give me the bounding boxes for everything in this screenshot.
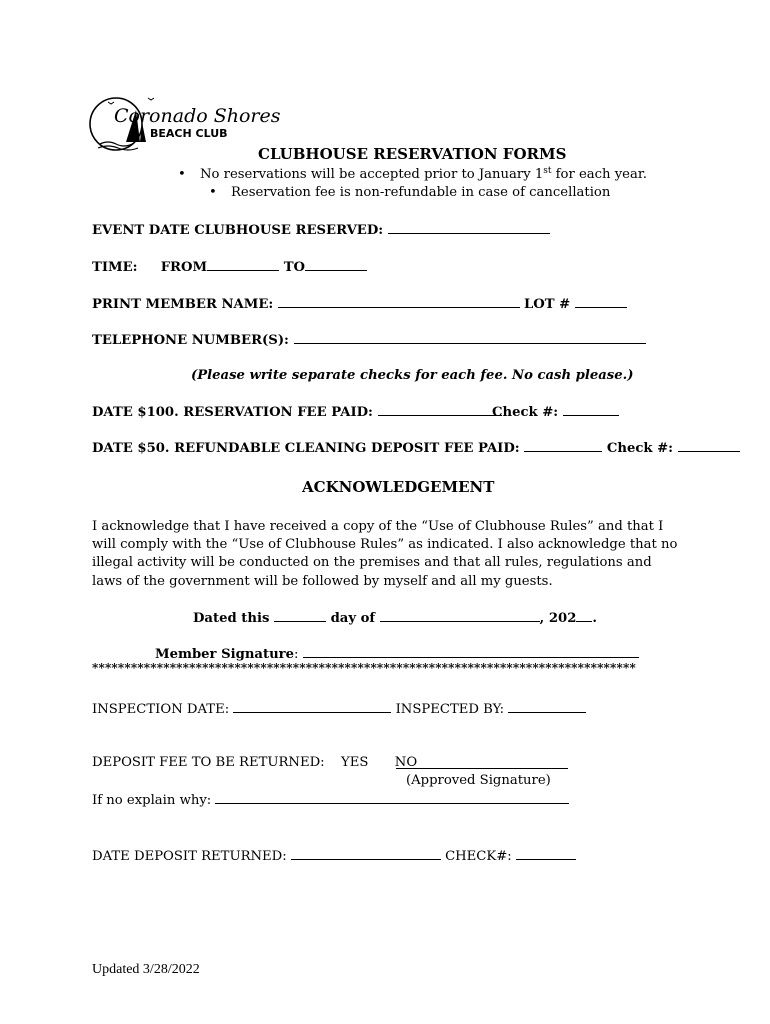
reservation-fee-date-field[interactable]	[378, 403, 502, 416]
separator-stars: ************************************************************************************	[92, 661, 636, 675]
logo-script-text: Coronado Shores	[114, 105, 281, 127]
bullet-dot-icon: •	[209, 185, 217, 200]
checks-note: (Please write separate checks for each fee. No cash please.)	[191, 368, 634, 383]
signature-row	[155, 645, 639, 662]
year-prefix: , 202	[539, 611, 577, 626]
check1-label: Check #:	[492, 405, 559, 420]
bullet-reservations-text: No reservations will be accepted prior to January 1	[200, 167, 544, 182]
time-label: TIME:	[92, 260, 138, 275]
from-time-field[interactable]	[207, 258, 279, 271]
dated-period: .	[592, 611, 597, 626]
to-label: TO	[283, 260, 306, 275]
check2-field[interactable]	[678, 439, 740, 452]
inspection-date-field[interactable]	[233, 700, 391, 713]
telephone-field[interactable]	[294, 331, 646, 344]
acknowledgement-text: I acknowledge that I have received a copy of the “Use of Clubhouse Rules” and that I will comply with the “Use of Clubhouse Rules” as indicated. I also acknowledge that no illegal activity will be conducted on the premises and that all rules, regulations and laws of the government will be followed by myself and all my guests.	[92, 519, 678, 589]
bullet-reservations	[178, 166, 647, 182]
form-title: CLUBHOUSE RESERVATION FORMS	[258, 145, 567, 163]
bullet-nonrefundable	[209, 185, 610, 200]
check1-field[interactable]	[563, 403, 619, 416]
acknowledgement-heading: ACKNOWLEDGEMENT	[302, 478, 495, 496]
telephone-row	[92, 331, 646, 348]
bullet-reservations-tail: for each year.	[551, 167, 647, 182]
no-option[interactable]: NO	[394, 755, 418, 770]
member-name-field[interactable]	[278, 295, 520, 308]
logo-emblem-icon	[88, 88, 281, 160]
check2-label: Check #:	[606, 441, 674, 456]
from-label: FROM	[160, 260, 208, 275]
lot-label: LOT #	[524, 297, 571, 312]
day-field[interactable]	[274, 609, 326, 622]
yes-option[interactable]: YES	[341, 755, 369, 770]
check-number-label: CHECK#:	[445, 849, 512, 864]
check-number-field[interactable]	[516, 847, 576, 860]
inspected-by-label: INSPECTED BY:	[395, 702, 505, 717]
to-time-field[interactable]	[305, 258, 367, 271]
inspected-by-field[interactable]	[508, 700, 586, 713]
day-of-label: day of	[330, 611, 376, 626]
member-name-row	[92, 295, 520, 312]
club-logo	[88, 88, 281, 160]
bullet-dot-icon: •	[178, 167, 186, 182]
updated-footer: Updated 3/28/2022	[92, 962, 200, 977]
event-date-label: EVENT DATE CLUBHOUSE RESERVED:	[92, 223, 384, 238]
year-digit-field[interactable]	[576, 609, 592, 622]
explain-field[interactable]	[215, 791, 569, 804]
inspection-row	[92, 700, 586, 717]
signature-colon: :	[294, 647, 299, 662]
time-row	[92, 258, 367, 275]
approved-signature-caption: (Approved Signature)	[406, 773, 551, 788]
reservation-fee-label: DATE $100. RESERVATION FEE PAID:	[92, 405, 373, 420]
dated-row	[193, 609, 597, 626]
date-returned-field[interactable]	[291, 847, 441, 860]
bullet-nonrefundable-text: Reservation fee is non-refundable in case of cancellation	[231, 185, 611, 200]
reservation-fee-row	[92, 403, 502, 420]
telephone-label: TELEPHONE NUMBER(S):	[92, 333, 289, 348]
month-field[interactable]	[380, 609, 540, 622]
date-returned-row	[92, 847, 576, 864]
bullet-reservations-sup: st	[543, 166, 552, 176]
signature-field[interactable]	[303, 645, 639, 658]
date-returned-label: DATE DEPOSIT RETURNED:	[92, 849, 287, 864]
explain-row	[92, 791, 569, 808]
explain-label: If no explain why:	[92, 793, 212, 808]
lot-field[interactable]	[575, 295, 627, 308]
member-name-label: PRINT MEMBER NAME:	[92, 297, 274, 312]
deposit-returned-label: DEPOSIT FEE TO BE RETURNED:	[92, 755, 325, 770]
check1-row	[492, 403, 619, 420]
cleaning-fee-date-field[interactable]	[524, 439, 602, 452]
deposit-return-row	[92, 755, 417, 770]
approved-signature-field[interactable]	[396, 768, 568, 769]
event-date-field[interactable]	[388, 221, 550, 234]
lot-row	[524, 295, 627, 312]
logo-club-text: BEACH CLUB	[150, 127, 228, 140]
dated-this-label: Dated this	[193, 611, 270, 626]
signature-label: Member Signature	[155, 647, 294, 662]
event-date-row	[92, 221, 550, 238]
cleaning-fee-label: DATE $50. REFUNDABLE CLEANING DEPOSIT FEE PAID:	[92, 441, 520, 456]
cleaning-fee-row	[92, 439, 740, 456]
inspection-date-label: INSPECTION DATE:	[92, 702, 230, 717]
